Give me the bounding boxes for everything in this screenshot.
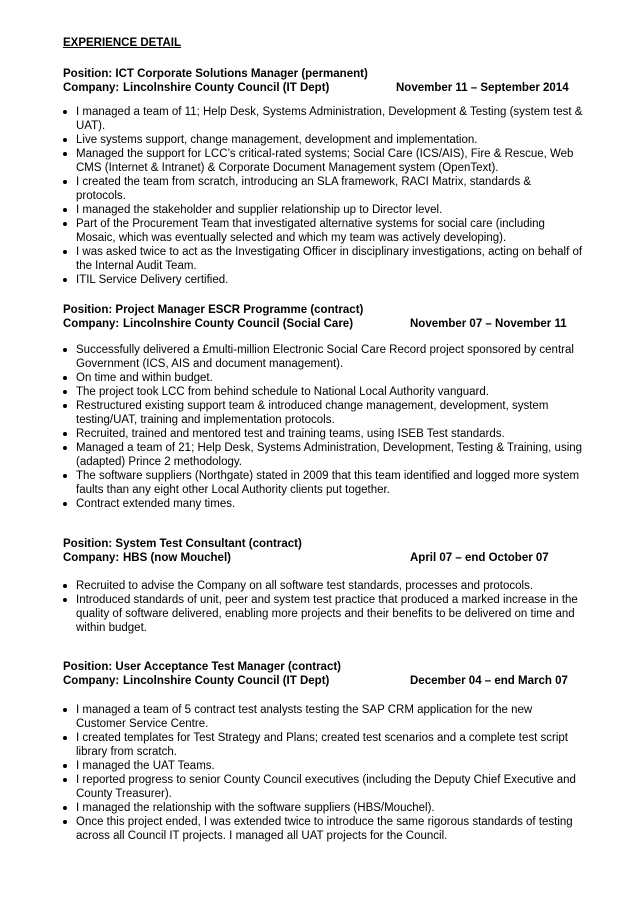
bullet-item: I created the team from scratch, introducing an SLA framework, RACI Matrix, standards & protocols. [63, 175, 583, 203]
bullet-icon [63, 502, 67, 506]
bullet-icon [63, 778, 67, 782]
bullet-icon [63, 598, 67, 602]
company-name: Lincolnshire County Council (IT Dept) [123, 82, 330, 94]
company-name: Lincolnshire County Council (Social Care) [123, 318, 354, 330]
bullet-list [63, 105, 583, 287]
bullet-item: Successfully delivered a £multi-million Electronic Social Care Record project sponsored by central Government (ICS, AIS and document management). [63, 343, 583, 371]
bullet-list [63, 579, 583, 635]
bullet-icon [63, 474, 67, 478]
position-title: : Project Manager ESCR Programme (contract) [108, 304, 364, 316]
bullet-item: On time and within budget. [63, 371, 583, 385]
bullet-item: Recruited, trained and mentored test and training teams, using ISEB Test standards. [63, 427, 583, 441]
job-entry [63, 67, 583, 286]
bullet-icon [63, 584, 67, 588]
bullet-icon [63, 764, 67, 768]
bullet-icon [63, 376, 67, 380]
bullet-icon [63, 820, 67, 824]
bullet-item: Introduced standards of unit, peer and system test practice that produced a marked increase in the quality of software delivered, enabling more projects and their benefits to be delivered on time and within budget. [63, 593, 583, 635]
bullet-item: Recruited to advise the Company on all software test standards, processes and protocols. [63, 579, 583, 593]
company-label: Company: [63, 675, 120, 687]
bullet-icon [63, 110, 67, 114]
bullet-icon [63, 208, 67, 212]
bullet-icon [63, 708, 67, 712]
bullet-item: I managed the UAT Teams. [63, 759, 583, 773]
bullet-icon [63, 446, 67, 450]
company-name: Lincolnshire County Council (IT Dept) [123, 675, 330, 687]
position-line [63, 660, 583, 674]
bullet-icon [63, 806, 67, 810]
bullet-item: I managed a team of 11; Help Desk, Systems Administration, Development & Testing (system test & UAT). [63, 105, 583, 133]
position-line [63, 537, 583, 551]
position-title: : System Test Consultant (contract) [108, 538, 302, 550]
bullet-icon [63, 180, 67, 184]
bullet-icon [63, 278, 67, 282]
bullet-icon [63, 138, 67, 142]
position-title: : User Acceptance Test Manager (contract) [108, 661, 341, 673]
bullet-icon [63, 348, 67, 352]
job-dates: November 07 – November 11 [410, 318, 567, 330]
position-line [63, 67, 583, 81]
bullet-icon [63, 736, 67, 740]
bullet-item: Contract extended many times. [63, 497, 583, 511]
job-dates: November 11 – September 2014 [396, 82, 569, 94]
bullet-item: Managed the support for LCC’s critical-rated systems; Social Care (ICS/AIS), Fire & Rescue, Web CMS (Internet & Intranet) & Corporate Document Management system (OpenText). [63, 147, 583, 175]
bullet-item: I was asked twice to act as the Investigating Officer in disciplinary investigations, acting on behalf of the Internal Audit Team. [63, 245, 583, 273]
bullet-item: ITIL Service Delivery certified. [63, 273, 583, 287]
position-label: Position [63, 68, 109, 80]
position-label: Position [63, 304, 109, 316]
bullet-item: Live systems support, change management, development and implementation. [63, 133, 583, 147]
bullet-item: I managed the stakeholder and supplier relationship up to Director level. [63, 203, 583, 217]
bullet-item: Once this project ended, I was extended twice to introduce the same rigorous standards of testing across all Council IT projects. I managed all UAT projects for the Council. [63, 815, 583, 843]
bullet-item: I created templates for Test Strategy and Plans; created test scenarios and a complete test script library from scratch. [63, 731, 583, 759]
bullet-icon [63, 390, 67, 394]
company-line [63, 551, 583, 565]
company-line [63, 317, 583, 331]
job-entry [63, 660, 583, 842]
bullet-item: Part of the Procurement Team that investigated alternative systems for social care (including Mosaic, which was eventually selected and which my team was actively developing). [63, 217, 583, 245]
company-line [63, 81, 583, 95]
company-name: HBS (now Mouchel) [123, 552, 231, 564]
bullet-icon [63, 404, 67, 408]
position-line [63, 303, 583, 317]
job-dates: April 07 – end October 07 [410, 552, 549, 564]
bullet-icon [63, 250, 67, 254]
position-label: Position [63, 538, 109, 550]
bullet-item: The project took LCC from behind schedule to National Local Authority vanguard. [63, 385, 583, 399]
company-label: Company: [63, 82, 120, 94]
bullet-list [63, 343, 583, 511]
company-label: Company: [63, 552, 120, 564]
bullet-item: Restructured existing support team & introduced change management, development, system testing/UAT, training and implementation protocols. [63, 399, 583, 427]
bullet-item: Managed a team of 21; Help Desk, Systems Administration, Development, Testing & Training, using (adapted) Prince 2 methodology. [63, 441, 583, 469]
section-title: EXPERIENCE DETAIL [63, 37, 181, 49]
bullet-icon [63, 152, 67, 156]
position-label: Position [63, 661, 109, 673]
bullet-icon [63, 432, 67, 436]
bullet-item: I reported progress to senior County Council executives (including the Deputy Chief Executive and County Treasurer). [63, 773, 583, 801]
bullet-list [63, 703, 583, 843]
bullet-item: The software suppliers (Northgate) stated in 2009 that this team identified and logged more system faults than any eight other Local Authority clients put together. [63, 469, 583, 497]
bullet-icon [63, 222, 67, 226]
position-title: : ICT Corporate Solutions Manager (permanent) [108, 68, 368, 80]
company-label: Company: [63, 318, 120, 330]
company-line [63, 674, 583, 688]
job-dates: December 04 – end March 07 [410, 675, 568, 687]
job-entry [63, 303, 583, 510]
job-entry [63, 537, 583, 634]
bullet-item: I managed a team of 5 contract test analysts testing the SAP CRM application for the new Customer Service Centre. [63, 703, 583, 731]
bullet-item: I managed the relationship with the software suppliers (HBS/Mouchel). [63, 801, 583, 815]
